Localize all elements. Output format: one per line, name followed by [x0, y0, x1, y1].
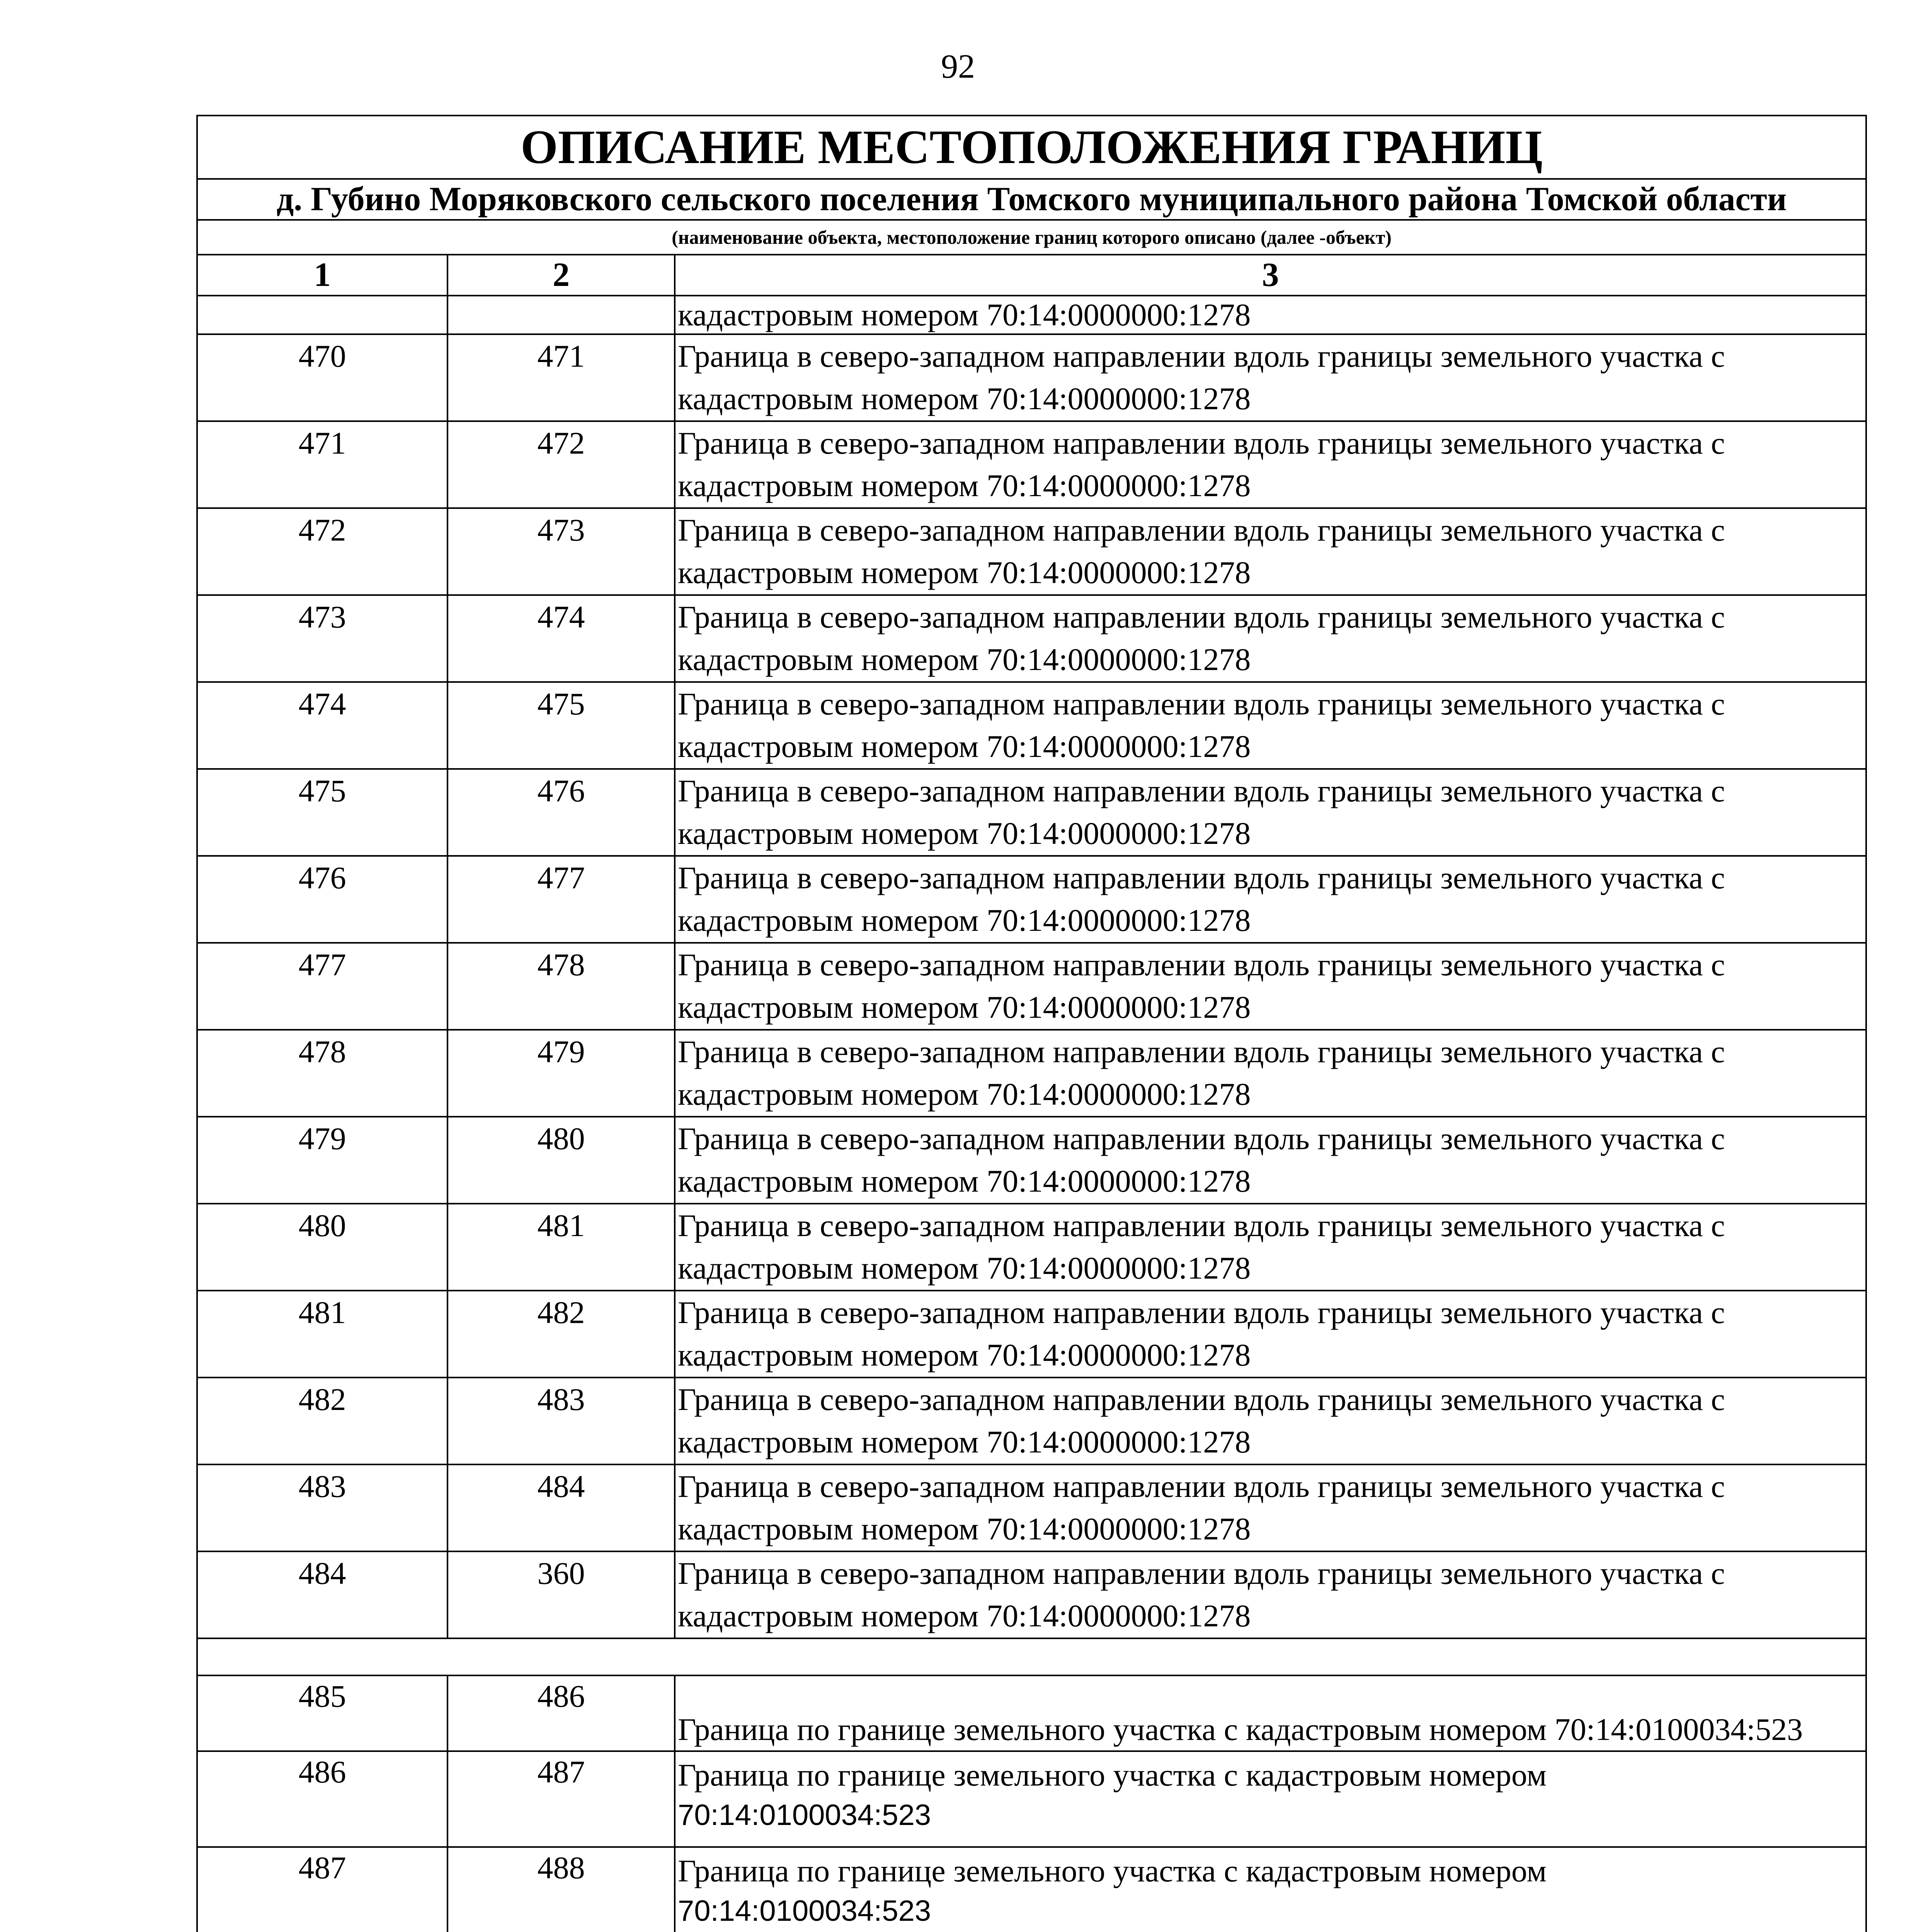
point-from: 479	[197, 1117, 448, 1204]
point-to: 480	[448, 1117, 675, 1204]
description-line-2: кадастровым номером 70:14:0000000:1278	[678, 1337, 1251, 1372]
description-line-1: Граница в северо-западном направлении вдоль границы земельного участка с	[678, 1556, 1725, 1591]
description-line-1: Граница в северо-западном направлении вдоль границы земельного участка с	[678, 773, 1725, 808]
description-line-1: Граница в северо-западном направлении вдоль границы земельного участка с	[678, 1469, 1725, 1504]
point-to: 479	[448, 1030, 675, 1117]
description-line-2: кадастровым номером 70:14:0000000:1278	[678, 1511, 1251, 1546]
point-to: 473	[448, 508, 675, 595]
table-row	[197, 508, 1866, 595]
boundary-description-table	[196, 115, 1867, 1932]
point-from: 478	[197, 1030, 448, 1117]
point-from: 471	[197, 421, 448, 508]
table-row	[197, 1204, 1866, 1291]
description-line-1: Граница в северо-западном направлении вдоль границы земельного участка с	[678, 860, 1725, 895]
point-from: 476	[197, 856, 448, 943]
column-number-1: 1	[197, 255, 448, 296]
description-line-1: Граница в северо-западном направлении вдоль границы земельного участка с	[678, 338, 1725, 374]
point-to: 474	[448, 595, 675, 682]
point-from: 474	[197, 682, 448, 769]
object-name: д. Губино Моряковского сельского поселения Томского муниципального района Томской области	[197, 179, 1866, 220]
description-line-2: кадастровым номером 70:14:0000000:1278	[678, 1250, 1251, 1286]
description-line-1: Граница в северо-западном направлении вдоль границы земельного участка с	[678, 1034, 1725, 1069]
table-row	[197, 595, 1866, 682]
point-from: 472	[197, 508, 448, 595]
document-title: ОПИСАНИЕ МЕСТОПОЛОЖЕНИЯ ГРАНИЦ	[197, 116, 1866, 179]
point-from: 480	[197, 1204, 448, 1291]
table-row	[197, 943, 1866, 1030]
point-to: 478	[448, 943, 675, 1030]
description-line-1: Граница по границе земельного участка с кадастровым номером	[678, 1853, 1547, 1888]
point-from: 473	[197, 595, 448, 682]
description-line-1: Граница в северо-западном направлении вдоль границы земельного участка с	[678, 1295, 1725, 1330]
description-line-1: Граница в северо-западном направлении вдоль границы земельного участка с	[678, 1121, 1725, 1156]
description-line-2: кадастровым номером 70:14:0000000:1278	[678, 990, 1251, 1025]
point-from: 481	[197, 1291, 448, 1378]
column-number-row	[197, 255, 1866, 296]
description-line-2: кадастровым номером 70:14:0000000:1278	[678, 1598, 1251, 1633]
description-line-2: кадастровым номером 70:14:0000000:1278	[678, 1424, 1251, 1459]
continued-description: кадастровым номером 70:14:0000000:1278	[675, 296, 1866, 334]
empty-cell	[197, 296, 448, 334]
table-row	[197, 334, 1866, 421]
point-to: 477	[448, 856, 675, 943]
boundary-description	[675, 421, 1866, 508]
description-line-2: 70:14:0100034:523	[678, 1799, 931, 1832]
table-row	[197, 1551, 1866, 1638]
table-row	[197, 1117, 1866, 1204]
point-to: 360	[448, 1551, 675, 1638]
boundary-description	[675, 1551, 1866, 1638]
boundary-description	[675, 1204, 1866, 1291]
table-row	[197, 1030, 1866, 1117]
point-to: 476	[448, 769, 675, 856]
description-line-2: кадастровым номером 70:14:0000000:1278	[678, 729, 1251, 764]
table-row	[197, 682, 1866, 769]
boundary-description	[675, 508, 1866, 595]
description-line-1: Граница в северо-западном направлении вдоль границы земельного участка с	[678, 512, 1725, 548]
point-to: 483	[448, 1378, 675, 1464]
table-row	[197, 1675, 1866, 1751]
point-from: 486	[197, 1751, 448, 1847]
table-row	[197, 1847, 1866, 1932]
object-caption: (наименование объекта, местоположение границ которого описано (далее -объект)	[197, 220, 1866, 255]
point-from: 482	[197, 1378, 448, 1464]
table-row	[197, 1751, 1866, 1847]
description-line-1: Граница в северо-западном направлении вдоль границы земельного участка с	[678, 1208, 1725, 1243]
table-row	[197, 1464, 1866, 1551]
description-line-1: Граница в северо-западном направлении вдоль границы земельного участка с	[678, 1382, 1725, 1417]
point-from: 487	[197, 1847, 448, 1932]
boundary-description	[675, 856, 1866, 943]
description-line-2: кадастровым номером 70:14:0000000:1278	[678, 468, 1251, 503]
point-to: 472	[448, 421, 675, 508]
description-line-2: кадастровым номером 70:14:0000000:1278	[678, 816, 1251, 851]
description-line-2: 70:14:0100034:523	[678, 1895, 931, 1927]
boundary-description	[675, 595, 1866, 682]
description-line-2: кадастровым номером 70:14:0000000:1278	[678, 642, 1251, 677]
point-to: 484	[448, 1464, 675, 1551]
boundary-description	[675, 769, 1866, 856]
column-number-3: 3	[675, 255, 1866, 296]
table-row	[197, 1378, 1866, 1464]
point-to: 488	[448, 1847, 675, 1932]
description-line-2: кадастровым номером 70:14:0000000:1278	[678, 1077, 1251, 1112]
point-from: 470	[197, 334, 448, 421]
boundary-description	[675, 334, 1866, 421]
empty-cell	[448, 296, 675, 334]
description-line-2: кадастровым номером 70:14:0000000:1278	[678, 555, 1251, 590]
boundary-description	[675, 1464, 1866, 1551]
point-to: 482	[448, 1291, 675, 1378]
table-row	[197, 421, 1866, 508]
table-row	[197, 856, 1866, 943]
point-to: 486	[448, 1675, 675, 1751]
boundary-description	[675, 1847, 1866, 1932]
description-line-2: кадастровым номером 70:14:0000000:1278	[678, 903, 1251, 938]
table-row	[197, 769, 1866, 856]
group-separator-row	[197, 1638, 1866, 1675]
description-line-2: кадастровым номером 70:14:0000000:1278	[678, 381, 1251, 416]
point-from: 483	[197, 1464, 448, 1551]
description-line-1: Граница в северо-западном направлении вдоль границы земельного участка с	[678, 425, 1725, 461]
description-line-1: Граница в северо-западном направлении вдоль границы земельного участка с	[678, 599, 1725, 634]
point-from: 475	[197, 769, 448, 856]
boundary-description	[675, 1378, 1866, 1464]
description-line-1: Граница в северо-западном направлении вдоль границы земельного участка с	[678, 686, 1725, 721]
point-from: 485	[197, 1675, 448, 1751]
boundary-description	[675, 682, 1866, 769]
boundary-description: Граница по границе земельного участка с кадастровым номером 70:14:0100034:523	[675, 1675, 1866, 1751]
boundary-description	[675, 943, 1866, 1030]
column-number-2: 2	[448, 255, 675, 296]
boundary-description	[675, 1291, 1866, 1378]
page-number: 92	[941, 48, 975, 85]
point-to: 471	[448, 334, 675, 421]
point-from: 484	[197, 1551, 448, 1638]
point-to: 481	[448, 1204, 675, 1291]
point-to: 487	[448, 1751, 675, 1847]
boundary-description	[675, 1030, 1866, 1117]
table-row	[197, 1291, 1866, 1378]
boundary-description	[675, 1751, 1866, 1847]
description-line-1: Граница в северо-западном направлении вдоль границы земельного участка с	[678, 947, 1725, 982]
separator-cell	[197, 1638, 1866, 1675]
point-from: 477	[197, 943, 448, 1030]
continued-row	[197, 296, 1866, 334]
description-line-1: Граница по границе земельного участка с кадастровым номером	[678, 1757, 1547, 1793]
point-to: 475	[448, 682, 675, 769]
description-line-2: кадастровым номером 70:14:0000000:1278	[678, 1163, 1251, 1199]
boundary-description	[675, 1117, 1866, 1204]
